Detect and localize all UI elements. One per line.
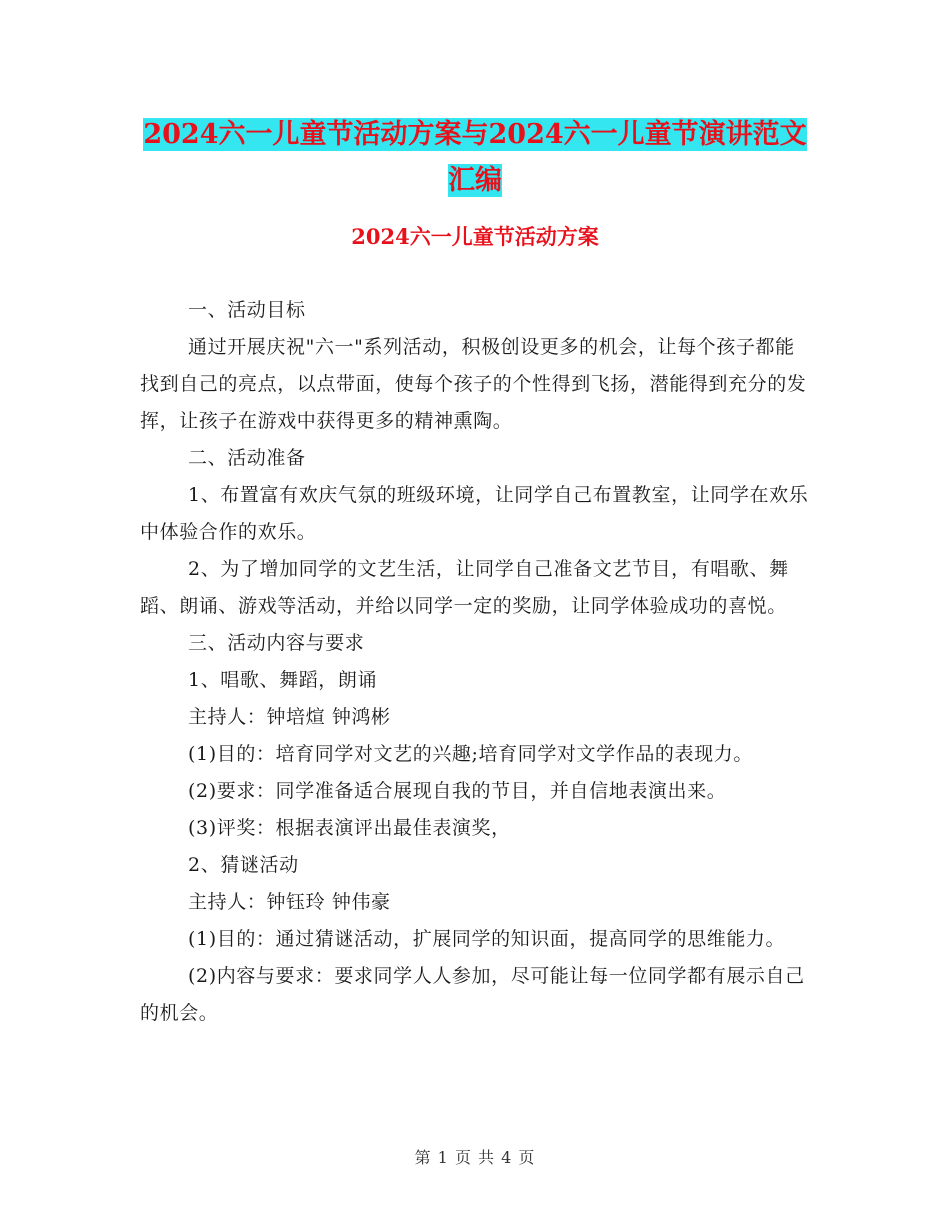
paragraph: 三、活动内容与要求 <box>188 632 365 654</box>
paragraph: 主持人：钟培煊 钟鸿彬 <box>188 706 391 728</box>
paragraph: (1)目的：通过猜谜活动，扩展同学的知识面，提高同学的思维能力。 <box>188 928 786 950</box>
paragraph: 2、为了增加同学的文艺生活，让同学自己准备文艺节目，有唱歌、舞蹈、朗诵、游戏等活动，并给以同学一定的奖励，让同学体验成功的喜悦。 <box>140 558 789 617</box>
paragraph: 1、唱歌、舞蹈，朗诵 <box>188 669 378 691</box>
paragraph: 通过开展庆祝"六一"系列活动，积极创设更多的机会，让每个孩子都能找到自己的亮点，以点带面，使每个孩子的个性得到飞扬，潜能得到充分的发挥，让孩子在游戏中获得更多的精神熏陶。 <box>140 336 807 432</box>
document-body <box>140 292 812 1032</box>
title-line-2: 汇编 <box>448 165 502 196</box>
paragraph: (1)目的：培育同学对文艺的兴趣;培育同学对文学作品的表现力。 <box>188 743 753 765</box>
page-footer: 第 1 页 共 4 页 <box>414 1148 536 1167</box>
paragraph: 1、布置富有欢庆气氛的班级环境，让同学自己布置教室，让同学在欢乐中体验合作的欢乐。 <box>140 484 809 543</box>
paragraph: (3)评奖：根据表演评出最佳表演奖， <box>188 817 511 839</box>
paragraph: 二、活动准备 <box>188 447 306 469</box>
paragraph: 一、活动目标 <box>188 299 306 321</box>
paragraph: 2、猜谜活动 <box>188 854 299 876</box>
paragraph: (2)要求：同学准备适合展现自我的节目，并自信地表演出来。 <box>188 780 727 802</box>
title-line-1: 2024六一儿童节活动方案与2024六一儿童节演讲范文 <box>143 119 807 150</box>
section-heading: 2024六一儿童节活动方案 <box>351 224 599 249</box>
paragraph: 主持人：钟钰玲 钟伟豪 <box>188 891 391 913</box>
document-title <box>140 112 810 204</box>
paragraph: (2)内容与要求：要求同学人人参加，尽可能让每一位同学都有展示自己的机会。 <box>140 965 805 1024</box>
